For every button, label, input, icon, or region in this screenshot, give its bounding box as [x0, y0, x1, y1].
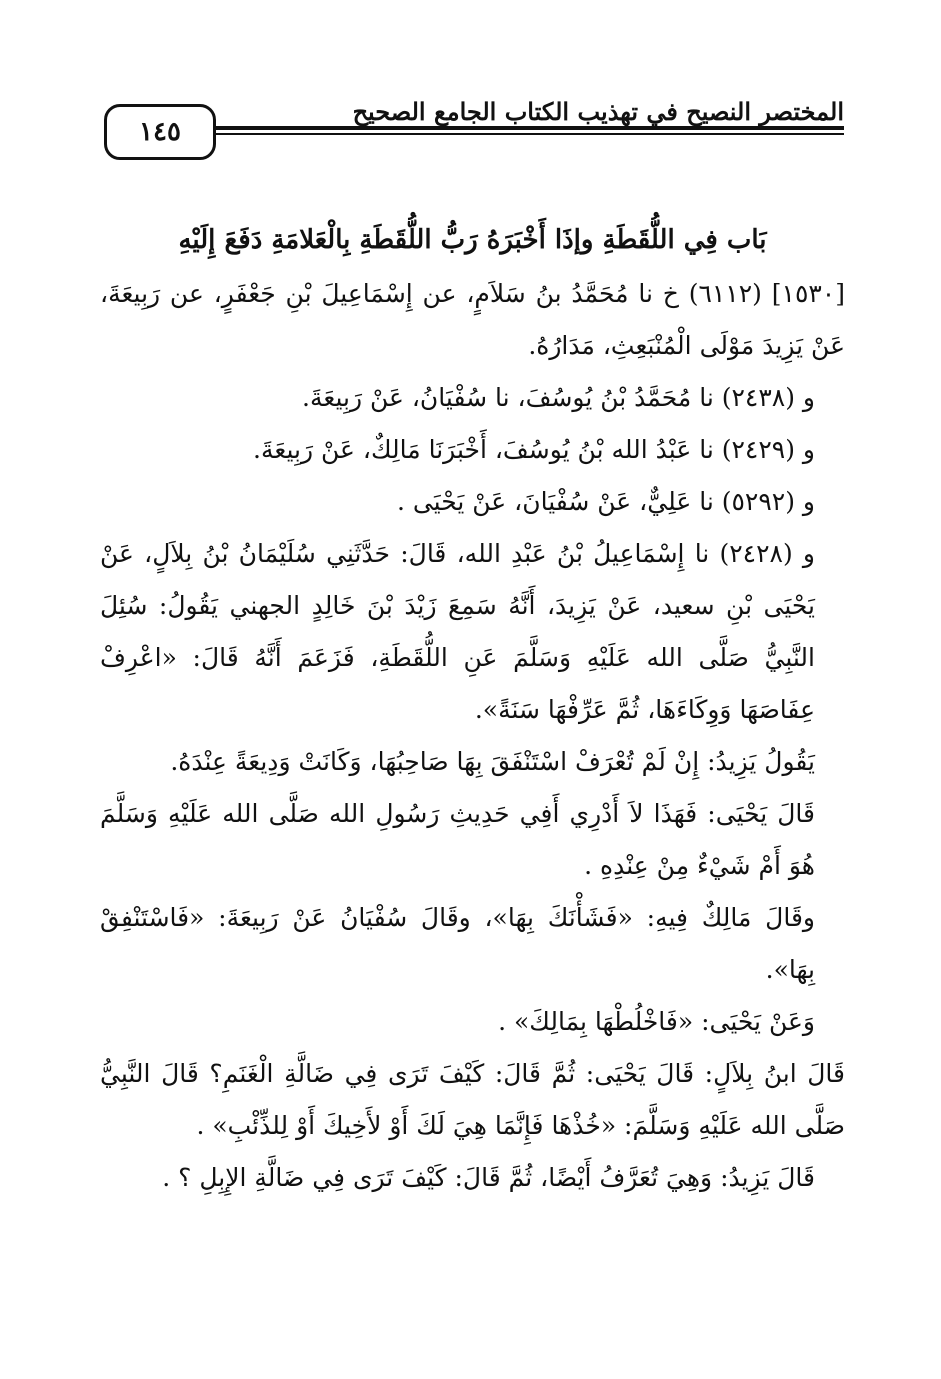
paragraph-yazid-saying: يَقُولُ يَزِيدُ: إِنْ لَمْ تُعْرَفْ اسْتَنْفَقَ بِهَا صَاحِبُهَا، وَكَانَتْ وَدِيعَةً عِنْدَهُ. [170, 747, 815, 776]
paragraph-yahya-note: قَالَ يَحْيَى: فَهَذَا لاَ أَدْرِي أَفِي حَدِيثِ رَسُولِ الله صَلَّى الله عَلَيْهِ وَسَلَّمَ هُوَ أَمْ شَيْءٌ مِنْ عِنْدِهِ . [100, 799, 815, 880]
paragraph-hadith-intro: [١٥٣٠] (٦١١٢) خ نا مُحَمَّدُ بنُ سَلاَمٍ، عن إِسْمَاعِيلَ بْنِ جَعْفَرٍ، عن رَبِيعَةَ، عَنْ يَزِيدَ مَوْلَى الْمُنْبَعِثِ، مَدَارُهُ. [100, 279, 845, 360]
page-number: ١٤٥ [139, 117, 181, 147]
paragraph-chain-5292: و (٥٢٩٢) نا عَلِيٌّ، عَنْ سُفْيَانَ، عَنْ يَحْيَى . [396, 487, 815, 516]
paragraph-chain-2438: و (٢٤٣٨) نا مُحَمَّدُ بْنُ يُوسُفَ، نا سُفْيَانُ، عَنْ رَبِيعَةَ. [302, 383, 815, 412]
running-title: المختصر النصيح في تهذيب الكتاب الجامع الصحيح [352, 97, 844, 126]
chapter-title: بَاب فِي اللُّقَطَةِ وإذَا أَخْبَرَهُ رَبُّ اللُّقَطَةِ بِالْعَلامَةِ دَفَعَ إِلَيْهِ [178, 225, 767, 255]
page-header [104, 92, 844, 164]
paragraph-stray-camel: قَالَ يَزِيدُ: وَهِيَ تُعَرَّفُ أَيْضًا، ثُمَّ قَالَ: كَيْفَ تَرَى فِي ضَالَّةِ الإِبِلِ ؟ . [162, 1163, 815, 1192]
header-rule-thick [216, 126, 844, 130]
paragraph-stray-sheep: قَالَ ابنُ بِلاَلٍ: قَالَ يَحْيَى: ثُمَّ قَالَ: كَيْفَ تَرَى فِي ضَالَّةِ الْغَنَمِ؟ قَالَ النَّبِيُّ صَلَّى الله عَلَيْهِ وَسَلَّمَ: «خُذْهَا فَإِنَّمَا هِيَ لَكَ أَوْ لأَخِيكَ أَوْ لِلذِّئْبِ» . [100, 1059, 845, 1140]
paragraph-malik-sufyan: وقَالَ مَالِكٌ فِيهِ: «فَشَأْنَكَ بِهَا»، وقَالَ سُفْيَانُ عَنْ رَبِيعَةَ: «فَاسْتَنْفِقْ بِهَا». [100, 903, 815, 984]
header-rule-thin [216, 133, 844, 135]
page-body [100, 212, 845, 1204]
paragraph-chain-2429: و (٢٤٢٩) نا عَبْدُ الله بْنُ يُوسُفَ، أَخْبَرَنَا مَالِكٌ، عَنْ رَبِيعَةَ. [253, 435, 815, 464]
paragraph-chain-2428: و (٢٤٢٨) نا إِسْمَاعِيلُ بْنُ عَبْدِ الله، قَالَ: حَدَّثَنِي سُلَيْمَانُ بْنُ بِلاَلٍ، عَنْ يَحْيَى بْنِ سعيد، عَنْ يَزِيدَ، أَنَّهُ سَمِعَ زَيْدَ بْنَ خَالِدٍ الجهني يَقُولُ: سُئِلَ النَّبِيُّ صَلَّى الله عَلَيْهِ وَسَلَّمَ عَنِ اللُّقَطَةِ، فَزَعَمَ أَنَّهُ قَالَ: «اعْرِفْ عِفَاصَهَا وَوِكَاءَهَا، ثُمَّ عَرِّفْهَا سَنَةً». [100, 539, 815, 724]
page-number-box [104, 104, 216, 160]
paragraph-yahya-variant: وَعَنْ يَحْيَى: «فَاخْلُطْهَا بِمَالِكَ» . [498, 1007, 815, 1036]
